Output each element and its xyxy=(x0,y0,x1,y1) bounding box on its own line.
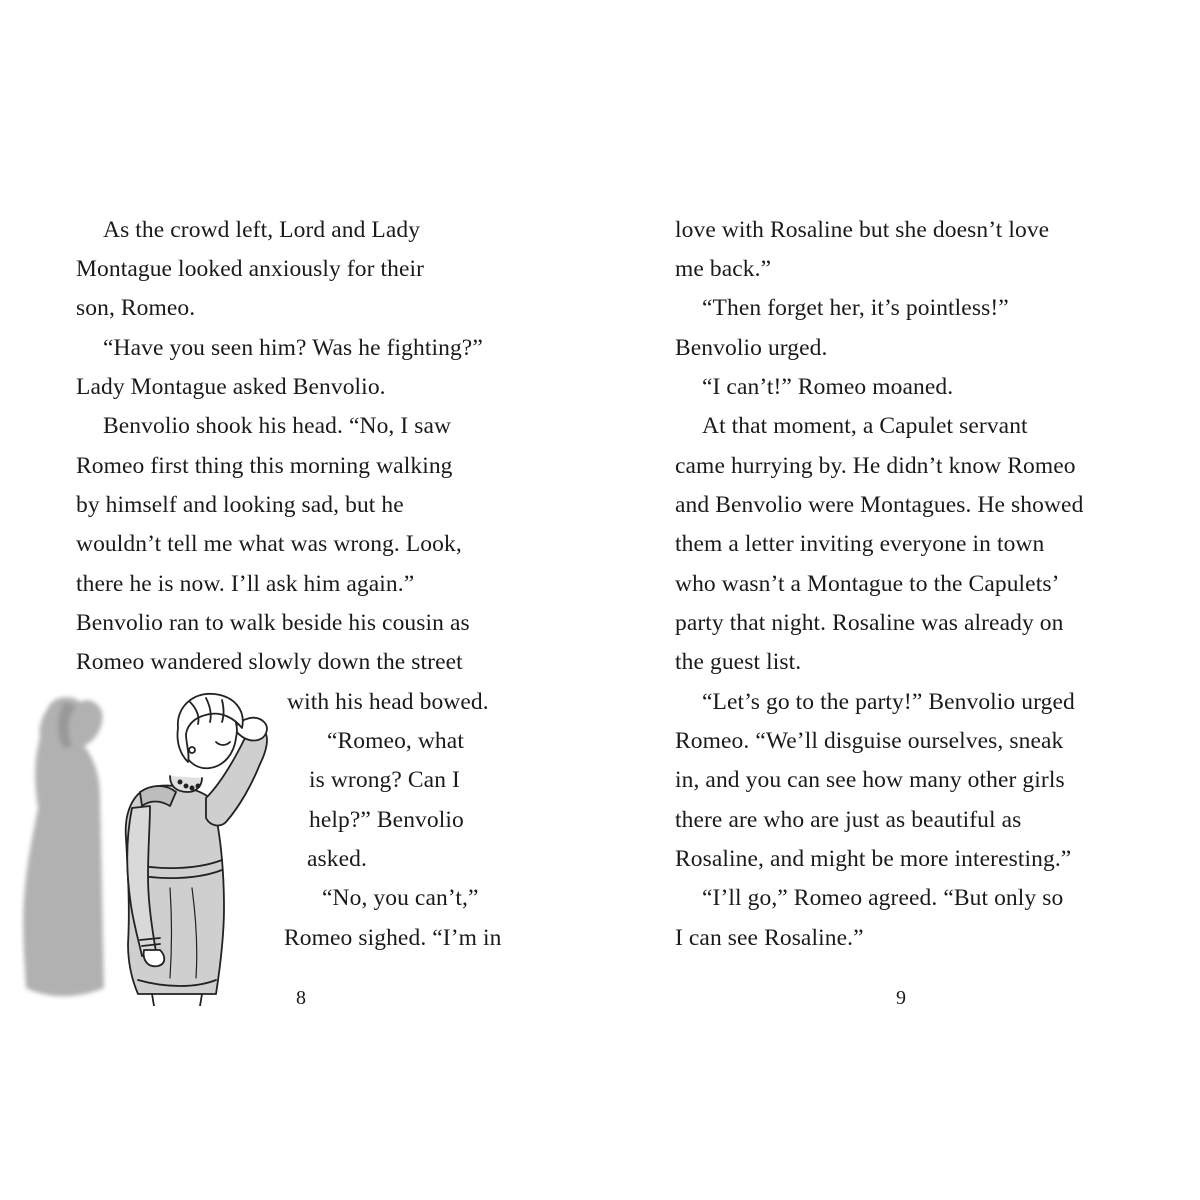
text-line: “Let’s go to the party!” Benvolio urged xyxy=(702,689,1075,715)
text-line: there he is now. I’ll ask him again.” xyxy=(76,571,415,597)
text-line: asked. xyxy=(307,846,367,872)
text-line: Benvolio shook his head. “No, I saw xyxy=(103,413,452,439)
text-line: Benvolio ran to walk beside his cousin as xyxy=(76,610,470,636)
page-number: 8 xyxy=(296,987,306,1009)
page-number: 9 xyxy=(896,987,906,1009)
text-line: “I’ll go,” Romeo agreed. “But only so xyxy=(702,885,1064,911)
text-line: “I can’t!” Romeo moaned. xyxy=(702,374,954,400)
text-line: At that moment, a Capulet servant xyxy=(702,413,1028,439)
text-line: “No, you can’t,” xyxy=(322,885,479,911)
text-line: and Benvolio were Montagues. He showed xyxy=(675,492,1084,518)
romeo-figure xyxy=(126,694,267,1006)
text-line: I can see Rosaline.” xyxy=(675,925,864,951)
text-line: is wrong? Can I xyxy=(309,767,460,793)
text-line: “Romeo, what xyxy=(327,728,464,754)
text-line: who wasn’t a Montague to the Capulets’ xyxy=(675,571,1060,597)
text-line: “Have you seen him? Was he fighting?” xyxy=(103,335,483,361)
text-line: love with Rosaline but she doesn’t love xyxy=(675,217,1050,243)
romeo-sad-illustration xyxy=(20,688,290,1006)
shadow-silhouette xyxy=(23,697,104,996)
text-line: “Then forget her, it’s pointless!” xyxy=(702,295,1009,321)
text-line: Romeo wandered slowly down the street xyxy=(76,649,463,675)
text-line: Romeo sighed. “I’m in xyxy=(284,925,502,951)
text-line: Romeo first thing this morning walking xyxy=(76,453,453,479)
text-line: came hurrying by. He didn’t know Romeo xyxy=(675,453,1076,479)
text-line: Benvolio urged. xyxy=(675,335,828,361)
text-line: in, and you can see how many other girls xyxy=(675,767,1065,793)
text-line: by himself and looking sad, but he xyxy=(76,492,404,518)
text-line: the guest list. xyxy=(675,649,802,675)
text-line: wouldn’t tell me what was wrong. Look, xyxy=(76,531,462,557)
text-line: me back.” xyxy=(675,256,772,282)
text-line: help?” Benvolio xyxy=(309,807,464,833)
right-page xyxy=(600,0,1200,1200)
text-line: son, Romeo. xyxy=(76,295,196,321)
text-line: As the crowd left, Lord and Lady xyxy=(103,217,421,243)
text-line: Lady Montague asked Benvolio. xyxy=(76,374,386,400)
text-line: Montague looked anxiously for their xyxy=(76,256,425,282)
text-line: Romeo. “We’ll disguise ourselves, sneak xyxy=(675,728,1064,754)
text-line: there are who are just as beautiful as xyxy=(675,807,1022,833)
text-line: them a letter inviting everyone in town xyxy=(675,531,1045,557)
text-line: Rosaline, and might be more interesting.” xyxy=(675,846,1072,872)
text-line: party that night. Rosaline was already on xyxy=(675,610,1064,636)
text-line: with his head bowed. xyxy=(287,689,489,715)
